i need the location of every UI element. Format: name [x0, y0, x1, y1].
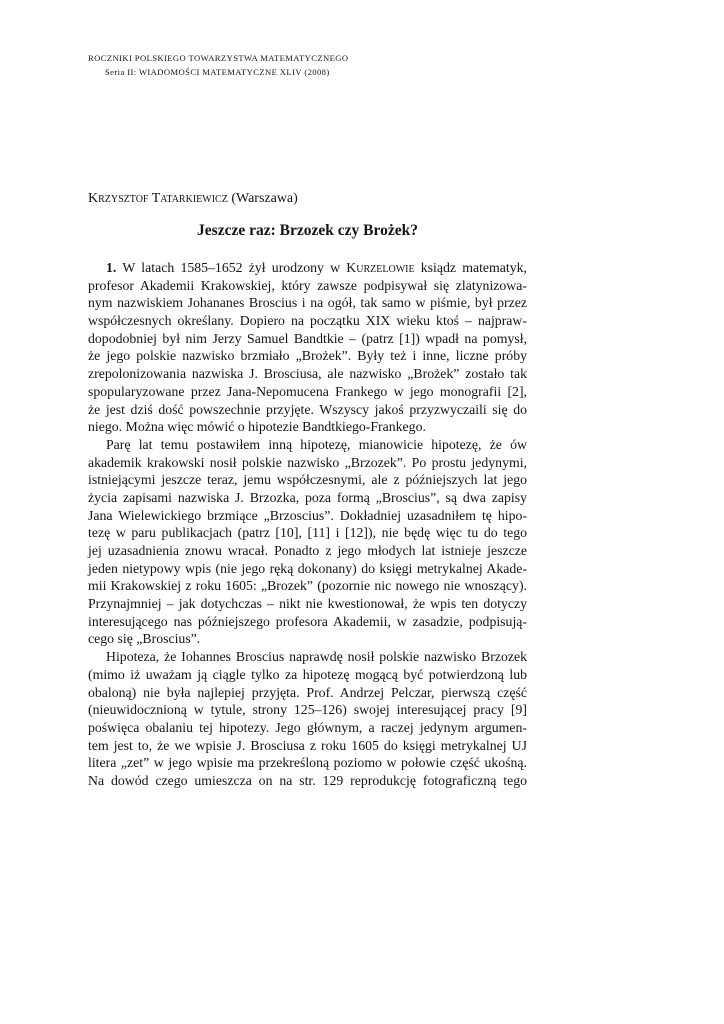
body-line: współczesnych określany. Dopiero na początku XIX wieku ktoś – najpraw-: [88, 313, 527, 329]
body-line: mii Krakowskiej z roku 1605: „Brozek” (pozornie nic nowego nie wnoszący).: [88, 578, 527, 594]
paragraph-1: [88, 259, 527, 436]
paragraph-2: [88, 436, 527, 648]
body-line: (mimo iż uważam ją ciągle tylko za hipotezę mogącą być potwierdzoną lub: [88, 666, 527, 682]
body-line: Na dowód czego umieszcza on na str. 129 reprodukcję fotograficzną tego: [88, 772, 527, 788]
running-header: [88, 51, 348, 79]
body-line: Parę lat temu postawiłem inną hipotezę, mianowicie hipotezę, że ów: [106, 436, 527, 452]
body-line: profesor Akademii Krakowskiej, który zawsze podpisywał się zlatynizowa-: [88, 277, 527, 293]
body-line: obaloną) nie była najlepiej przyjęta. Prof. Andrzej Pelczar, pierwszą część: [88, 684, 527, 700]
author-line: [88, 190, 298, 208]
body-line: zrepolonizowania nazwiska J. Brosciusa, ale nazwisko „Brożek” zostało tak: [88, 366, 527, 382]
body-line: poświęca obalaniu tej hipotezy. Jego głównym, a raczej jedynym argumen-: [88, 719, 527, 735]
body-line: Hipoteza, że Iohannes Broscius naprawdę nosił polskie nazwisko Brzozek: [106, 649, 527, 665]
body-line: nym nazwiskiem Johananes Broscius i na ogół, tak samo w piśmie, był przez: [88, 295, 527, 311]
body-line: że jego polskie nazwisko brzmiało „Brożek”. Były też i inne, liczne próby: [88, 348, 527, 364]
body-line: Przynajmniej – jak dotychczas – nikt nie kwestionował, że wpis ten dotyczy: [88, 596, 527, 612]
body-line: [106, 259, 527, 277]
body-line: (nieuwidocznioną w tytule, strony 125–126) swojej interesującej pracy [9]: [88, 702, 527, 718]
body-line: Jana Wielewickiego brzmiące „Brzoscius”. Dokładniej uzasadniłem tę hipo-: [88, 507, 527, 523]
place-name: Kurzelowie: [346, 260, 415, 275]
line-text: ksiądz matematyk,: [414, 260, 527, 275]
paragraph-3: [88, 648, 527, 790]
body-line: jej uzasadnienia znowu wracał. Ponadto z jego młodych lat istnieje jeszcze: [88, 543, 527, 558]
body-line: interesującego nas późniejszego profesora Akademii, w zasadzie, podpisują-: [88, 613, 527, 629]
body-line: tem jest to, że we wpisie J. Brosciusa z roku 1605 do księgi metrykalnej UJ: [88, 737, 527, 753]
body-line: życia zapisami nazwiska J. Brzozka, poza formą „Broscius”, są dwa zapisy: [88, 489, 527, 505]
body-line: dopodobniej był nim Jerzy Samuel Bandtkie – (patrz [1]) wpadł na pomysł,: [88, 330, 527, 346]
journal-series: Seria II: WIADOMOŚCI MATEMATYCZNE XLIV (2008): [105, 67, 330, 77]
body-line: akademik krakowski nosił polskie nazwisko „Brzozek”. Po prostu jedynymi,: [88, 454, 527, 470]
article-title: Jeszcze raz: Brzozek czy Brożek?: [197, 222, 418, 239]
body-line: niego. Można więc mówić o hipotezie Bandtkiego-Frankego.: [88, 419, 426, 435]
body-line: jeden nietypowy wpis (nie jego ręką dokonany) do księgi metrykalnej Akade-: [88, 560, 527, 576]
section-number: 1.: [106, 260, 117, 275]
author-name: Krzysztof Tatarkiewicz: [88, 191, 228, 206]
line-text: W latach 1585–1652 żył urodzony w: [116, 260, 347, 275]
body-line: cego się „Broscius”.: [88, 631, 201, 647]
author-affiliation: (Warszawa): [227, 191, 298, 206]
article-body: [88, 259, 527, 790]
body-line: spopularyzowane przez Jana-Nepomucena Frankego w jego monografii [2],: [88, 383, 527, 399]
body-line: istniejącymi jeszcze teraz, jemu współczesnymi, ale z późniejszych lat jego: [88, 472, 527, 488]
body-line: że jest dziś dość powszechnie przyjęte. Wszyscy jakoś przyzwyczaili się do: [88, 401, 527, 417]
body-line: tezę w paru publikacjach (patrz [10], [11] i [12]), nie będę więc tu do tego: [88, 525, 527, 541]
body-line: litera „zet” w jego wpisie ma przekreśloną poziomo w połowie część ukośną.: [88, 755, 527, 771]
journal-name: ROCZNIKI POLSKIEGO TOWARZYSTWA MATEMATYCZNEGO: [88, 53, 349, 63]
